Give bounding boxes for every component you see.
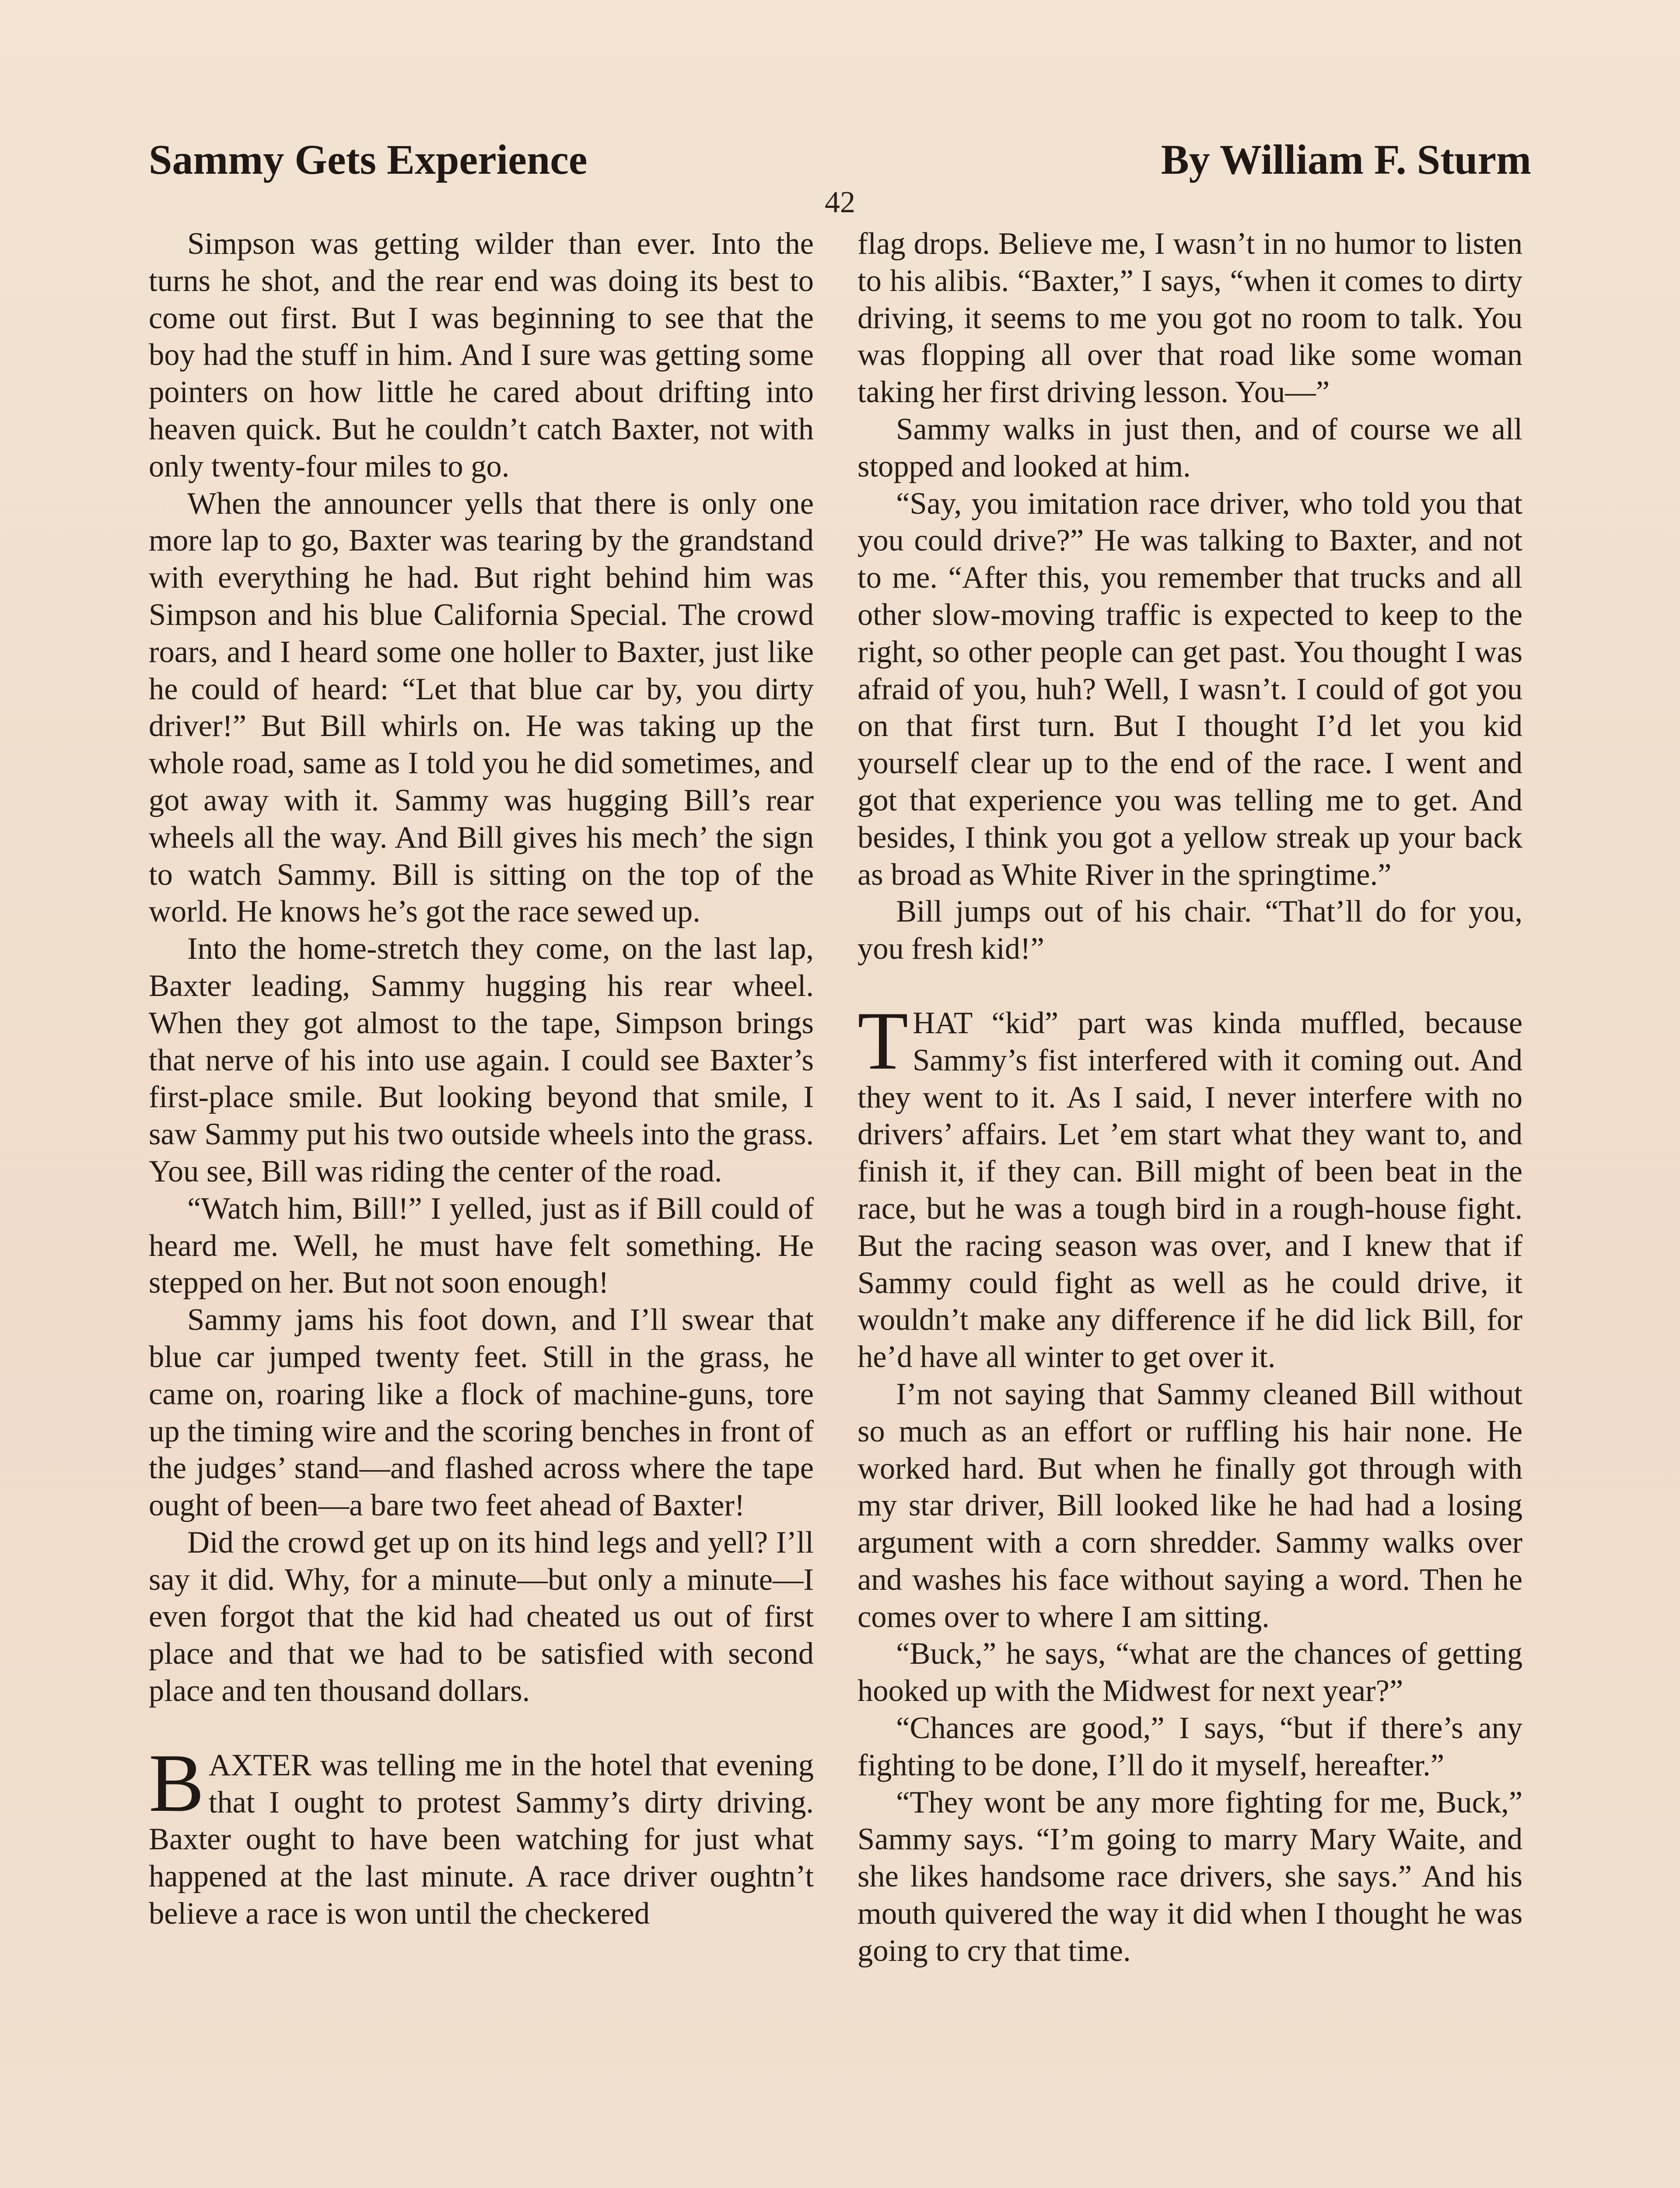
story-title: Sammy Gets Experience (149, 136, 588, 183)
paragraph: Into the home-stretch they come, on the last lap, Baxter leading, Sammy hugging his rear wheel. When they got almost to the tape, Simpson brings that nerve of his into use again. I could see Baxter’s first-place smile. But looking beyond that smile, I saw Sammy put his two outside wheels into the grass. You see, Bill was riding the center of the road. (149, 932, 814, 1189)
section-paragraph (858, 995, 1522, 1376)
left-column (149, 225, 814, 1932)
page-number: 42 (825, 186, 855, 219)
author-byline: By William F. Sturm (1161, 136, 1531, 183)
paragraph: “Say, you imitation race driver, who told you that you could drive?” He was talking to Baxter, and not to me. “After this, you remember that trucks and all other slow-moving traffic is expected to keep to the right, so other people can get past. You thought I was afraid of you, huh? Well, I wasn’t. I could of got you on that first turn. But I thought I’d let you kid yourself clear up to the end of the race. I went and got that experience you was telling me to get. And besides, I think you got a yellow streak up your back as broad as White River in the springtime.” (858, 486, 1522, 892)
paragraph: “Watch him, Bill!” I yelled, just as if Bill could of heard me. Well, he must have felt something. He stepped on her. But not soon enough! (149, 1191, 814, 1300)
paragraph-text: HAT “kid” part was kinda muffled, because Sammy’s fist interfered with it coming out. And they went to it. As I said, I never interfere with no drivers’ affairs. Let ’em start what they want to, and finish it, if they can. Bill might of been beat in the race, but he was a tough bird in a rough-house fight. But the racing season was over, and I knew that if Sammy could fight as well as he could drive, it wouldn’t make any difference if he did lick Bill, for he’d have all winter to get over it. (858, 1006, 1522, 1375)
page-header (149, 131, 1531, 188)
section-paragraph (149, 1737, 814, 1932)
paragraph: flag drops. Believe me, I wasn’t in no humor to listen to his alibis. “Baxter,” I says, “when it comes to dirty driving, it seems to me you got no room to talk. You was flopping all over that road like some woman taking her first driving lesson. You—” (858, 227, 1522, 410)
paragraph: “Buck,” he says, “what are the chances of getting hooked up with the Midwest for next year?” (858, 1637, 1522, 1708)
drop-cap: B (149, 1737, 204, 1829)
paragraph: “Chances are good,” I says, “but if there’s any fighting to be done, I’ll do it myself, hereafter.” (858, 1711, 1522, 1782)
paragraph: Simpson was getting wilder than ever. Into the turns he shot, and the rear end was doing its best to come out first. But I was beginning to see that the boy had the stuff in him. And I sure was getting some pointers on how little he cared about drifting into heaven quick. But he couldn’t catch Baxter, not with only twenty-four miles to go. (149, 227, 814, 484)
paragraph: I’m not saying that Sammy cleaned Bill without so much as an effort or ruffling his hair none. He worked hard. But when he finally got through with my star driver, Bill looked like he had had a losing argument with a corn shredder. Sammy walks over and washes his face without saying a word. Then he comes over to where I am sitting. (858, 1377, 1522, 1634)
paragraph: Did the crowd get up on its hind legs and yell? I’ll say it did. Why, for a minute—but only a minute—I even forgot that the kid had cheated us out of first place and that we had to be satisfied with second place and ten thousand dollars. (149, 1525, 814, 1708)
paragraph: Bill jumps out of his chair. “That’ll do for you, you fresh kid!” (858, 894, 1522, 966)
paragraph: When the announcer yells that there is only one more lap to go, Baxter was tearing by the grandstand with everything he had. But right behind him was Simpson and his blue California Special. The crowd roars, and I heard some one holler to Baxter, just like he could of heard: “Let that blue car by, you dirty driver!” But Bill whirls on. He was taking up the whole road, same as I told you he did sometimes, and got away with it. Sammy was hugging Bill’s rear wheels all the way. And Bill gives his mech’ the sign to watch Sammy. Bill is sitting on the top of the world. He knows he’s got the race sewed up. (149, 486, 814, 929)
drop-cap: T (858, 995, 909, 1087)
paragraph-text: AXTER was telling me in the hotel that evening that I ought to protest Sammy’s dirty driving. Baxter ought to have been watching for just what happened at the last minute. A race driver oughtn’t believe a race is won until the checkered (149, 1748, 814, 1931)
right-column (858, 225, 1522, 1970)
paragraph: “They wont be any more fighting for me, Buck,” Sammy says. “I’m going to marry Mary Waite, and she likes handsome race drivers, she says.” And his mouth quivered the way it did when I thought he was going to cry that time. (858, 1785, 1522, 1968)
paragraph: Sammy jams his foot down, and I’ll swear that blue car jumped twenty feet. Still in the grass, he came on, roaring like a flock of machine-guns, tore up the timing wire and the scoring benches in front of the judges’ stand—and flashed across where the tape ought of been—a bare two feet ahead of Baxter! (149, 1303, 814, 1523)
paragraph: Sammy walks in just then, and of course we all stopped and looked at him. (858, 412, 1522, 484)
